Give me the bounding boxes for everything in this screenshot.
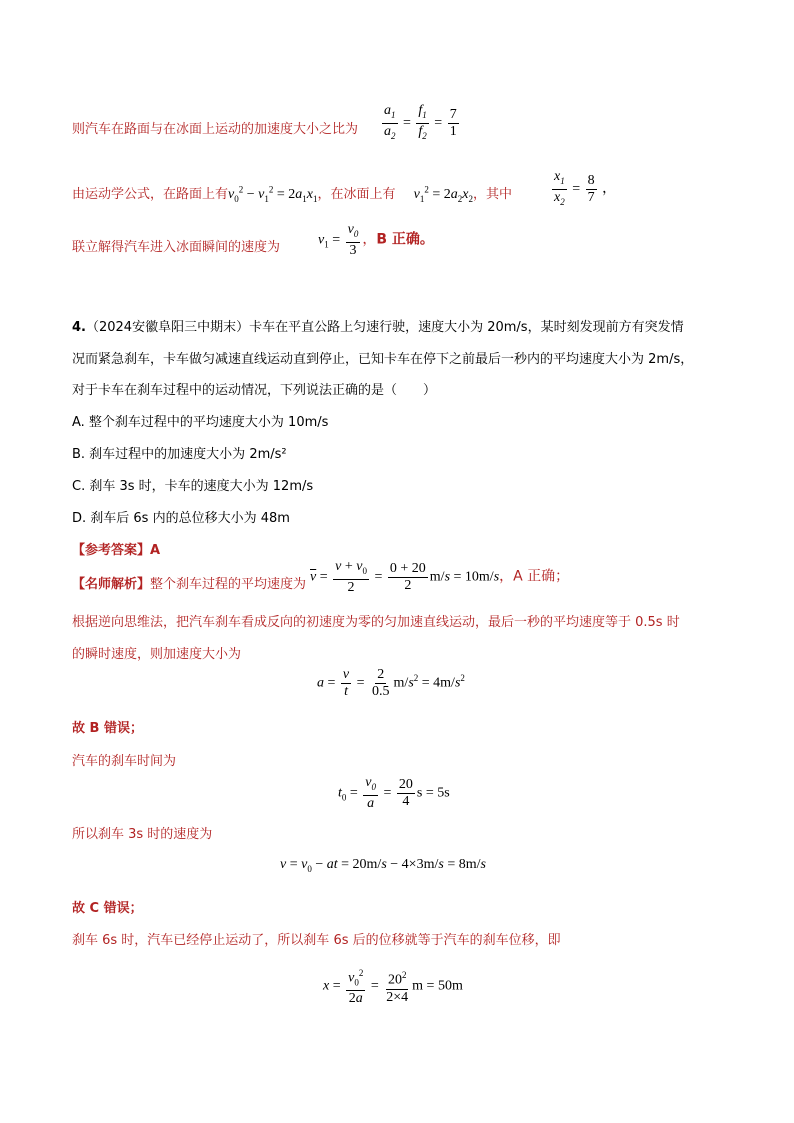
analysis-line-2: 根据逆向思维法，把汽车刹车看成反向的初速度为零的匀加速直线运动，最后一秒的平均速度等于 0.5s 时: [72, 615, 680, 630]
analysis-line-1: 【名师解析】整个刹车过程的平均速度为: [72, 577, 307, 592]
braking-time-formula: $t_0$ = $\frac{v_0}{a}$ = $\frac{20}{4}$ s = 5s: [338, 775, 450, 811]
option-a: A. 整个刹车过程中的平均速度大小为 10m/s: [72, 415, 329, 430]
average-velocity-formula: $\overline{v}$ = $\frac{v + v_0}{2}$ = $\frac{0 + 20}{2}$ m/s = 10m/s，A 正确；: [310, 559, 570, 595]
result-line: 联立解得汽车进入冰面瞬间的速度为: [72, 240, 281, 255]
analysis-line-speed-3s: 所以刹车 3s 时的速度为: [72, 827, 213, 842]
displacement-formula: x = $\frac{v_0^2}{2a}$ = $\frac{20^2}{2\times 4}$ m = 50m: [323, 965, 463, 1007]
acceleration-formula: a = $\frac{v}{t}$ = $\frac{2}{0.5}$ $m/s^2 = 4m/s^2$: [317, 667, 465, 699]
ratio-sentence: 则汽车在路面与在冰面上运动的加速度大小之比为: [72, 122, 359, 137]
analysis-line-3: 的瞬时速度，则加速度大小为: [72, 647, 242, 662]
analysis-b-wrong: 故 B 错误；: [72, 721, 143, 736]
speed-3s-formula: $v = v_0$ − at = 20m/s − 4×3m/s = 8m/s: [280, 857, 486, 874]
analysis-c-wrong: 故 C 错误；: [72, 901, 143, 916]
question-4-line-3: 对于卡车在刹车过程中的运动情况，下列说法正确的是（ ）: [72, 383, 437, 398]
ratio-formula: $\frac{a_1}{a_2}$ = $\frac{f_1}{f_2}$ = $\frac{7}{1}$: [384, 103, 457, 141]
analysis-line-braking-time: 汽车的刹车时间为: [72, 754, 177, 769]
option-c: C. 刹车 3s 时，卡车的速度大小为 12m/s: [72, 479, 314, 494]
kinematics-line: 由运动学公式，在路面上有$v_0^2 - v_1^2 = 2a_1x_1$，在冰面上有 $v_1^2 = 2a_2x_2$，其中: [72, 184, 512, 204]
option-b: B. 刹车过程中的加速度大小为 2m/s²: [72, 447, 287, 462]
question-4-line-1: 4.（2024安徽阜阳三中期末）卡车在平直公路上匀速行驶，速度大小为 20m/s，某时刻发现前方有突发情: [72, 320, 684, 335]
answer-label: 【参考答案】A: [72, 543, 161, 558]
result-formula: $v_1$ = $\frac{v_0}{3}$ ，B 正确。: [318, 222, 434, 258]
option-d: D. 刹车后 6s 内的总位移大小为 48m: [72, 511, 290, 526]
question-4-line-2: 况而紧急刹车，卡车做匀减速直线运动直到停止，已知卡车在停下之前最后一秒内的平均速度大小为 2m/s，: [72, 352, 694, 367]
analysis-line-displacement: 刹车 6s 时，汽车已经停止运动了，所以刹车 6s 后的位移就等于汽车的刹车位移，即: [72, 933, 561, 948]
distance-ratio-formula: $\frac{x_1}{x_2}$ = $\frac{8}{7}$ ，: [554, 169, 617, 207]
